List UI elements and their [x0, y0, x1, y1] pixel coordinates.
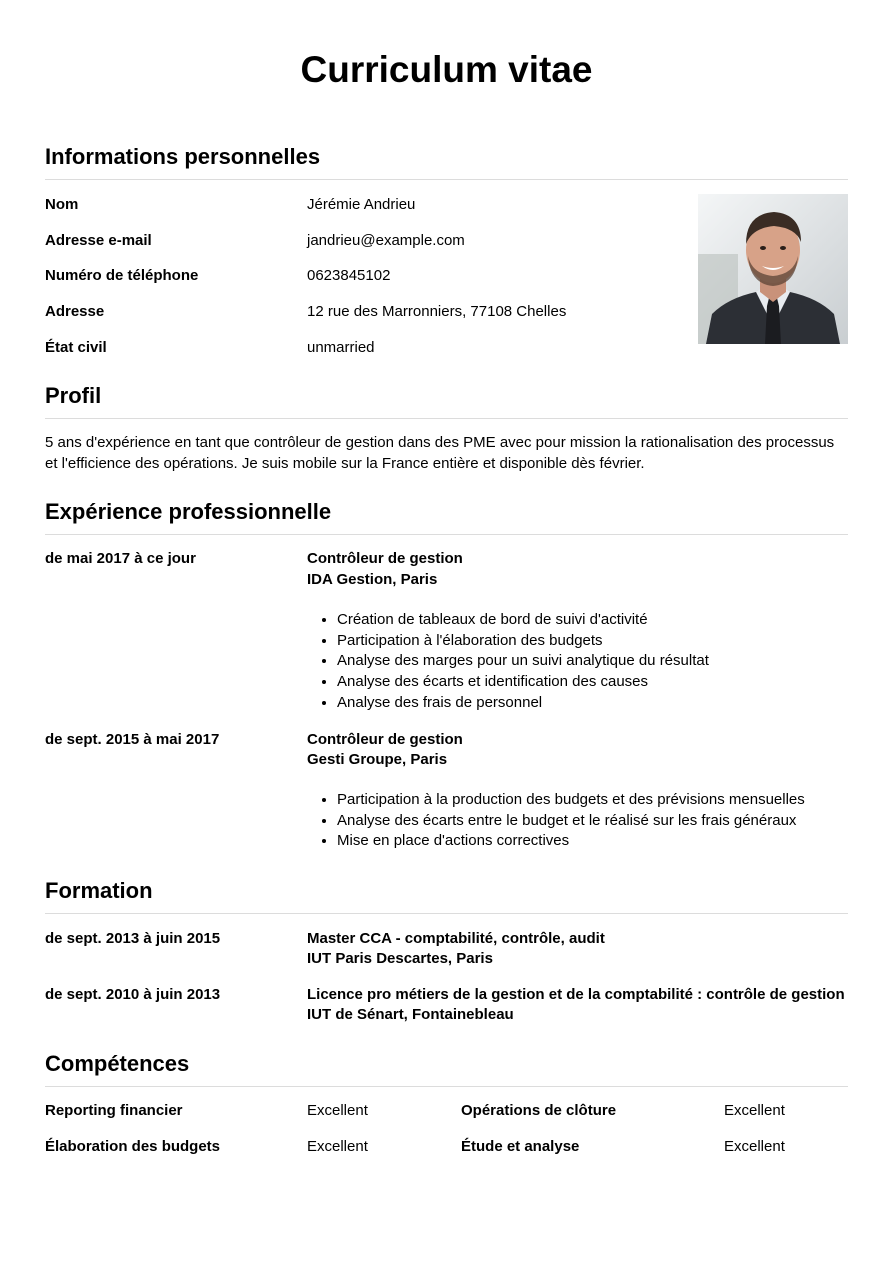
section-heading-skills: Compétences [45, 1051, 848, 1087]
skill-1-level: Excellent [307, 1102, 368, 1119]
section-heading-experience: Expérience professionnelle [45, 499, 848, 535]
phone-value: 0623845102 [307, 267, 391, 284]
portrait-image [698, 194, 848, 344]
skill-2-name: Opérations de clôture [461, 1102, 617, 1119]
experience-1-period: de mai 2017 à ce jour [45, 550, 196, 567]
phone-label: Numéro de téléphone [45, 267, 199, 284]
skill-1-name: Reporting financier [45, 1102, 183, 1119]
email-value: jandrieu@example.com [307, 232, 465, 249]
skill-3-level: Excellent [307, 1138, 368, 1155]
list-item: • Analyse des frais de personnel [337, 693, 877, 714]
section-heading-education: Formation [45, 878, 848, 914]
skill-4-level: Excellent [724, 1138, 785, 1155]
experience-1-role: Contrôleur de gestion [307, 550, 463, 567]
list-item: • Mise en place d'actions correctives [337, 831, 877, 852]
profile-text: 5 ans d'expérience en tant que contrôleur de gestion dans des PME avec pour mission la rationalisation des processus et l'efficience des opérations. Je suis mobile sur la France entière et disponible dès février. [45, 434, 835, 472]
education-1-period: de sept. 2013 à juin 2015 [45, 930, 221, 947]
education-2-school: IUT de Sénart, Fontainebleau [307, 1006, 514, 1023]
experience-2-company: Gesti Groupe, Paris [307, 751, 448, 768]
profile-photo [698, 194, 848, 344]
education-1-degree: Master CCA - comptabilité, contrôle, audit [307, 930, 605, 947]
skill-4-name: Étude et analyse [461, 1138, 580, 1155]
address-value: 12 rue des Marronniers, 77108 Chelles [307, 303, 567, 320]
list-item: • Participation à la production des budgets et des prévisions mensuelles [337, 790, 877, 811]
list-item: • Participation à l'élaboration des budgets [337, 631, 877, 652]
experience-1-company: IDA Gestion, Paris [307, 571, 438, 588]
page-title: Curriculum vitae [300, 49, 593, 90]
list-item: • Analyse des écarts entre le budget et le réalisé sur les frais généraux [337, 811, 877, 832]
skill-2-level: Excellent [724, 1102, 785, 1119]
civil-status-value: unmarried [307, 339, 375, 356]
experience-2-role: Contrôleur de gestion [307, 731, 463, 748]
name-value: Jérémie Andrieu [307, 196, 416, 213]
education-2-degree: Licence pro métiers de la gestion et de la comptabilité : contrôle de gestion [307, 986, 845, 1003]
skill-3-name: Élaboration des budgets [45, 1138, 221, 1155]
section-heading-personal: Informations personnelles [45, 144, 848, 180]
education-1-school: IUT Paris Descartes, Paris [307, 950, 493, 967]
experience-2-task-list [307, 790, 877, 852]
address-label: Adresse [45, 303, 105, 320]
list-item: • Analyse des marges pour un suivi analytique du résultat [337, 651, 877, 672]
name-label: Nom [45, 196, 79, 213]
experience-2-period: de sept. 2015 à mai 2017 [45, 731, 220, 748]
list-item: • Création de tableaux de bord de suivi d'activité [337, 610, 877, 631]
education-2-period: de sept. 2010 à juin 2013 [45, 986, 221, 1003]
section-heading-profile: Profil [45, 383, 848, 419]
email-label: Adresse e-mail [45, 232, 152, 249]
list-item: • Analyse des écarts et identification des causes [337, 672, 877, 693]
experience-1-task-list [307, 610, 877, 714]
civil-status-label: État civil [45, 339, 107, 356]
